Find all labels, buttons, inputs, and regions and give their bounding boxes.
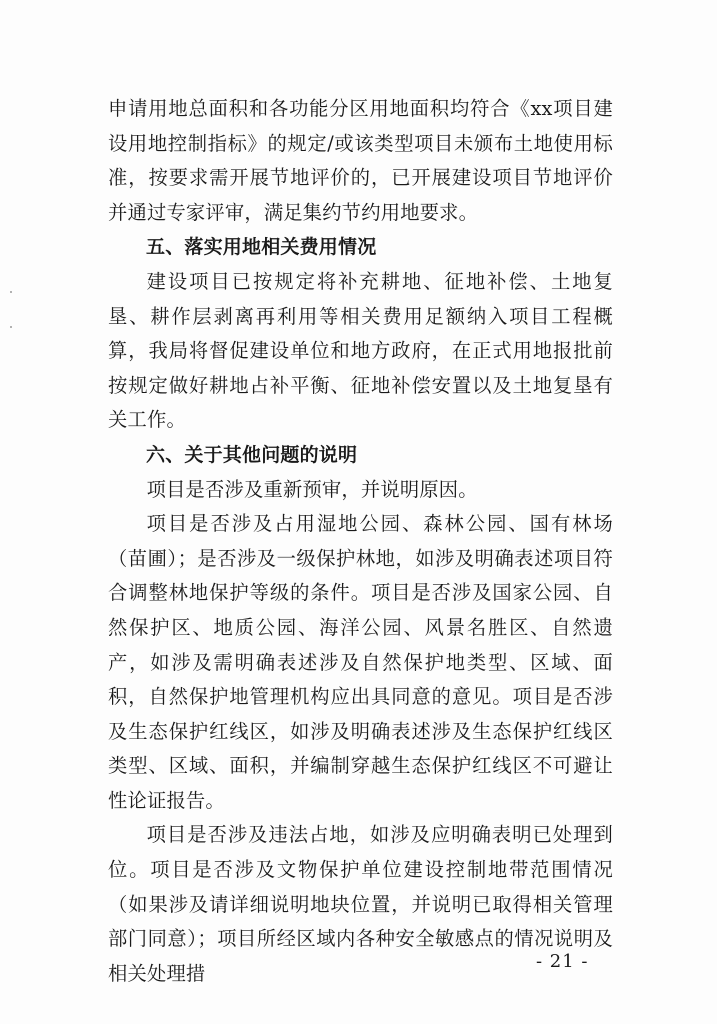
paragraph: 项目是否涉及违法占地，如涉及应明确表明已处理到位。项目是否涉及文物保护单位建设控制地带范围情况（如果涉及请详细说明地块位置，并说明已取得相关管理部门同意）；项目所经区域内各种安全敏感点的情况说明及相关处理措 [108, 823, 613, 985]
page-number: - 21 - [536, 951, 589, 972]
document-body [108, 92, 613, 991]
paragraph: 项目是否涉及重新预审，并说明原因。 [146, 477, 478, 501]
margin-mark [10, 326, 12, 328]
paragraph: 项目是否涉及占用湿地公园、森林公园、国有林场（苗圃）；是否涉及一级保护林地，如涉及明确表述项目符合调整林地保护等级的条件。项目是否涉及国家公园、自然保护区、地质公园、海洋公园、风景名胜区、自然遗产，如涉及需明确表述涉及自然保护地类型、区域、面积，自然保护地管理机构应出具同意的意见。项目是否涉及生态保护红线区，如涉及明确表述涉及生态保护红线区类型、区域、面积，并编制穿越生态保护红线区不可避让性论证报告。 [108, 512, 613, 812]
section-heading: 六、关于其他问题的说明 [146, 443, 358, 466]
paragraph: 建设项目已按规定将补充耕地、征地补偿、土地复垦、耕作层剥离再利用等相关费用足额纳入项目工程概算，我局将督促建设单位和地方政府，在正式用地报批前按规定做好耕地占补平衡、征地补偿安置以及土地复垦有关工作。 [108, 269, 613, 432]
section-heading: 五、落实用地相关费用情况 [146, 236, 377, 259]
paragraph: 申请用地总面积和各功能分区用地面积均符合《xx项目建设用地控制指标》的规定/或该类型项目未颁布土地使用标准，按要求需开展节地评价的，已开展建设项目节地评价并通过专家评审，满足集约节约用地要求。 [108, 97, 613, 224]
margin-mark [10, 291, 12, 293]
